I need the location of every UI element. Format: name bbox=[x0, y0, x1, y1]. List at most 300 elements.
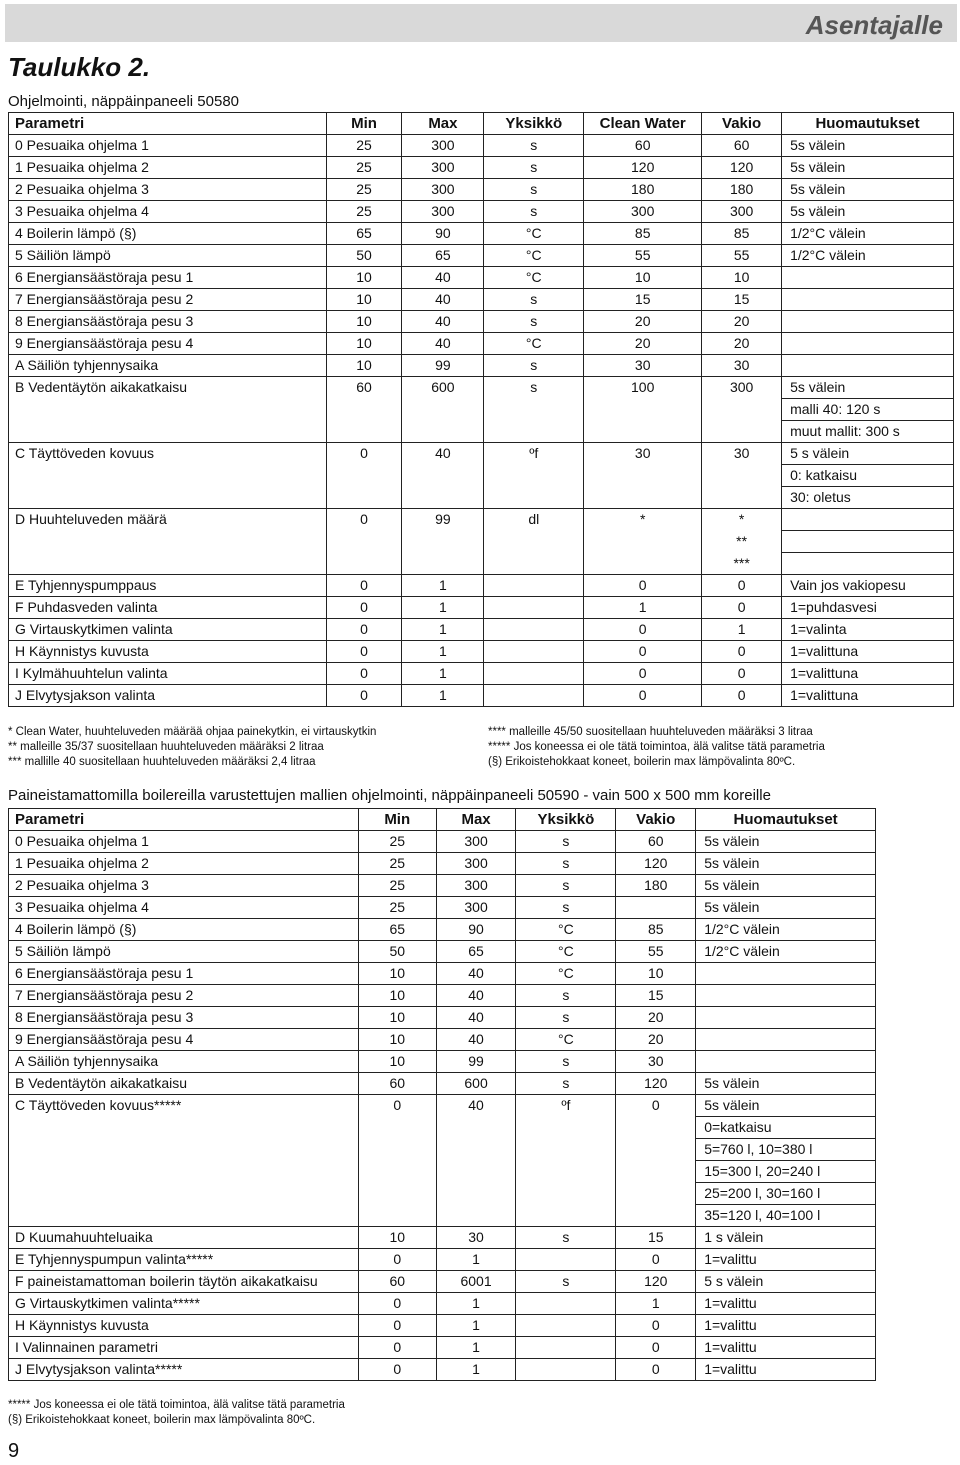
table-cell: * bbox=[584, 509, 702, 531]
table-row bbox=[9, 853, 876, 875]
table-cell bbox=[584, 465, 702, 487]
table-cell: 1 bbox=[436, 1293, 516, 1315]
table-cell: malli 40: 120 s bbox=[782, 399, 954, 421]
table-cell: 0=katkaisu bbox=[696, 1117, 876, 1139]
note-line: * Clean Water, huuhteluveden määrää ohjaa painekytkin, ei virtauskytkin bbox=[8, 726, 377, 738]
table-row bbox=[9, 1161, 876, 1183]
table-cell: 300 bbox=[702, 377, 782, 399]
table-cell: 10 bbox=[358, 985, 436, 1007]
table-cell: 10 bbox=[584, 267, 702, 289]
table-cell: 0 bbox=[584, 685, 702, 707]
table-cell: 15=300 l, 20=240 l bbox=[696, 1161, 876, 1183]
table-cell bbox=[326, 465, 402, 487]
table-cell bbox=[584, 553, 702, 575]
table-cell bbox=[326, 487, 402, 509]
table-cell: ºf bbox=[516, 1095, 616, 1117]
table-cell: 0 bbox=[702, 685, 782, 707]
table-cell: 1 bbox=[402, 641, 484, 663]
table-cell: 5s välein bbox=[696, 897, 876, 919]
table-cell: 5 Säiliön lämpö bbox=[9, 941, 359, 963]
table-cell: muut mallit: 300 s bbox=[782, 421, 954, 443]
table-cell: 1 bbox=[402, 597, 484, 619]
table-cell bbox=[584, 399, 702, 421]
table-cell: 1/2°C välein bbox=[696, 941, 876, 963]
table-row bbox=[9, 399, 954, 421]
table-cell: 1=valittu bbox=[696, 1359, 876, 1381]
table-cell bbox=[484, 465, 584, 487]
table-cell: B Vedentäytön aikakatkaisu bbox=[9, 377, 327, 399]
table-cell: s bbox=[484, 311, 584, 333]
table-cell bbox=[326, 399, 402, 421]
table-cell bbox=[402, 487, 484, 509]
table-cell: 300 bbox=[436, 831, 516, 853]
table-cell: 9 Energiansäästöraja pesu 4 bbox=[9, 333, 327, 355]
table-cell: 10 bbox=[326, 311, 402, 333]
table-cell bbox=[9, 487, 327, 509]
column-header: Yksikkö bbox=[516, 809, 616, 831]
table-cell bbox=[9, 531, 327, 553]
table-cell: s bbox=[484, 377, 584, 399]
table-cell bbox=[584, 531, 702, 553]
table-cell bbox=[702, 421, 782, 443]
table-row bbox=[9, 1095, 876, 1117]
footnote-line: (§) Erikoistehokkaat koneet, boilerin max lämpövalinta 80ºC. bbox=[8, 1414, 316, 1426]
table-cell bbox=[696, 1007, 876, 1029]
table-cell: 180 bbox=[584, 179, 702, 201]
table-cell: 20 bbox=[584, 311, 702, 333]
table-cell: 0 bbox=[358, 1293, 436, 1315]
table-cell: ** bbox=[702, 531, 782, 553]
table-cell bbox=[402, 421, 484, 443]
table-cell: F Puhdasveden valinta bbox=[9, 597, 327, 619]
table-cell: 4 Boilerin lämpö (§) bbox=[9, 223, 327, 245]
table-cell bbox=[616, 1139, 696, 1161]
table-cell bbox=[696, 1051, 876, 1073]
table-cell: 1 bbox=[702, 619, 782, 641]
table-row bbox=[9, 1029, 876, 1051]
table-row bbox=[9, 641, 954, 663]
table-cell: 55 bbox=[702, 245, 782, 267]
table-cell: 120 bbox=[616, 1073, 696, 1095]
table-cell: 300 bbox=[436, 897, 516, 919]
column-header: Min bbox=[326, 113, 402, 135]
table-cell bbox=[326, 421, 402, 443]
table-cell: s bbox=[484, 201, 584, 223]
table-cell bbox=[616, 1205, 696, 1227]
table-cell bbox=[9, 1117, 359, 1139]
table-cell: 1 bbox=[584, 597, 702, 619]
table-cell: °C bbox=[484, 245, 584, 267]
table1-subtitle: Ohjelmointi, näppäinpaneeli 50580 bbox=[8, 93, 240, 110]
table-cell bbox=[436, 1117, 516, 1139]
table-cell: 0 bbox=[616, 1337, 696, 1359]
note-line: (§) Erikoistehokkaat koneet, boilerin max lämpövalinta 80ºC. bbox=[488, 756, 796, 768]
table-cell: 35=120 l, 40=100 l bbox=[696, 1205, 876, 1227]
table-cell: 1 bbox=[402, 663, 484, 685]
table-cell: 1=valittu bbox=[696, 1249, 876, 1271]
table-cell: 5s välein bbox=[696, 875, 876, 897]
table-row bbox=[9, 223, 954, 245]
table-cell: s bbox=[516, 853, 616, 875]
table-cell: 40 bbox=[436, 1095, 516, 1117]
table-row bbox=[9, 509, 954, 531]
table-cell: 0 bbox=[584, 619, 702, 641]
table-cell bbox=[782, 289, 954, 311]
table-cell: 65 bbox=[326, 223, 402, 245]
table-cell: H Käynnistys kuvusta bbox=[9, 1315, 359, 1337]
table-cell: °C bbox=[516, 919, 616, 941]
table-cell: 2 Pesuaika ohjelma 3 bbox=[9, 179, 327, 201]
table-cell: 0 bbox=[616, 1249, 696, 1271]
table-cell: 120 bbox=[616, 1271, 696, 1293]
table-row bbox=[9, 875, 876, 897]
table-cell: ºf bbox=[484, 443, 584, 465]
table-cell: 0 bbox=[358, 1359, 436, 1381]
table-cell: 8 Energiansäästöraja pesu 3 bbox=[9, 311, 327, 333]
table-cell: 5s välein bbox=[696, 853, 876, 875]
table-cell: 0 bbox=[326, 443, 402, 465]
table-cell: 40 bbox=[402, 333, 484, 355]
table-cell: 30: oletus bbox=[782, 487, 954, 509]
table-cell: 65 bbox=[436, 941, 516, 963]
table-cell: 7 Energiansäästöraja pesu 2 bbox=[9, 289, 327, 311]
table-row bbox=[9, 831, 876, 853]
table-cell: 25 bbox=[326, 179, 402, 201]
table-cell: s bbox=[516, 897, 616, 919]
table-cell: °C bbox=[484, 223, 584, 245]
table-cell: 40 bbox=[436, 963, 516, 985]
table-cell: 15 bbox=[616, 1227, 696, 1249]
table-cell: 10 bbox=[702, 267, 782, 289]
column-header: Vakio bbox=[616, 809, 696, 831]
notes-right bbox=[488, 725, 825, 770]
table-cell: s bbox=[516, 1051, 616, 1073]
table-cell: s bbox=[484, 289, 584, 311]
table-cell: 0 bbox=[702, 597, 782, 619]
table-cell bbox=[584, 421, 702, 443]
table-cell: 25 bbox=[358, 897, 436, 919]
table-cell: 1=valinta bbox=[782, 619, 954, 641]
table-cell bbox=[484, 399, 584, 421]
table-cell bbox=[9, 553, 327, 575]
table-cell: 55 bbox=[584, 245, 702, 267]
table-cell: 25=200 l, 30=160 l bbox=[696, 1183, 876, 1205]
table-cell: A Säiliön tyhjennysaika bbox=[9, 1051, 359, 1073]
table-cell: 15 bbox=[584, 289, 702, 311]
table-cell: 180 bbox=[616, 875, 696, 897]
table-cell: 8 Energiansäästöraja pesu 3 bbox=[9, 1007, 359, 1029]
table-cell: 5s välein bbox=[696, 1095, 876, 1117]
table-cell: 3 Pesuaika ohjelma 4 bbox=[9, 897, 359, 919]
table-cell bbox=[702, 399, 782, 421]
table-cell bbox=[516, 1183, 616, 1205]
table-cell bbox=[484, 641, 584, 663]
table-cell: C Täyttöveden kovuus***** bbox=[9, 1095, 359, 1117]
table-cell: A Säiliön tyhjennysaika bbox=[9, 355, 327, 377]
table-cell: s bbox=[484, 135, 584, 157]
table-row bbox=[9, 487, 954, 509]
table-cell: 0 bbox=[702, 641, 782, 663]
table-cell bbox=[326, 531, 402, 553]
table-cell: 20 bbox=[616, 1029, 696, 1051]
table-cell: 3 Pesuaika ohjelma 4 bbox=[9, 201, 327, 223]
table-row bbox=[9, 1271, 876, 1293]
table-cell bbox=[358, 1161, 436, 1183]
table-cell: 120 bbox=[616, 853, 696, 875]
table-row bbox=[9, 1337, 876, 1359]
table-cell: 40 bbox=[402, 311, 484, 333]
table-cell bbox=[516, 1337, 616, 1359]
table-cell: 10 bbox=[358, 1029, 436, 1051]
table-cell: 1 bbox=[402, 575, 484, 597]
table-cell bbox=[516, 1293, 616, 1315]
table-cell: 5s välein bbox=[782, 377, 954, 399]
table-cell: °C bbox=[516, 963, 616, 985]
table-cell bbox=[516, 1205, 616, 1227]
table-cell: 40 bbox=[402, 443, 484, 465]
table-row bbox=[9, 1205, 876, 1227]
table-cell: *** bbox=[702, 553, 782, 575]
table-cell bbox=[358, 1139, 436, 1161]
table-cell bbox=[782, 531, 954, 553]
table-cell: D Kuumahuuhteluaika bbox=[9, 1227, 359, 1249]
table-row bbox=[9, 1073, 876, 1095]
table-cell: 40 bbox=[436, 1007, 516, 1029]
table-cell: 55 bbox=[616, 941, 696, 963]
table-cell: 600 bbox=[436, 1073, 516, 1095]
table-cell: 1 bbox=[402, 619, 484, 641]
table-row bbox=[9, 1051, 876, 1073]
table-cell bbox=[782, 267, 954, 289]
table-cell: 0 bbox=[584, 641, 702, 663]
table-row bbox=[9, 377, 954, 399]
table-cell bbox=[782, 553, 954, 575]
table-cell: 60 bbox=[358, 1271, 436, 1293]
table-cell: 9 Energiansäästöraja pesu 4 bbox=[9, 1029, 359, 1051]
footnotes bbox=[8, 1398, 345, 1428]
table-cell: 6 Energiansäästöraja pesu 1 bbox=[9, 267, 327, 289]
table-row bbox=[9, 1227, 876, 1249]
table-cell: * bbox=[702, 509, 782, 531]
table-row bbox=[9, 421, 954, 443]
table-cell bbox=[358, 1117, 436, 1139]
table-cell: 60 bbox=[616, 831, 696, 853]
table-cell: B Vedentäytön aikakatkaisu bbox=[9, 1073, 359, 1095]
table-cell bbox=[484, 597, 584, 619]
table-cell: 99 bbox=[402, 355, 484, 377]
table-row bbox=[9, 1007, 876, 1029]
page-number: 9 bbox=[8, 1440, 20, 1462]
column-header: Yksikkö bbox=[484, 113, 584, 135]
table-row bbox=[9, 1117, 876, 1139]
table-cell bbox=[616, 1161, 696, 1183]
table-cell: 5s välein bbox=[782, 179, 954, 201]
table-cell: 15 bbox=[702, 289, 782, 311]
table-row bbox=[9, 1359, 876, 1381]
table-cell: C Täyttöveden kovuus bbox=[9, 443, 327, 465]
table-cell bbox=[616, 1117, 696, 1139]
table-cell bbox=[436, 1139, 516, 1161]
table-cell bbox=[696, 985, 876, 1007]
table-cell: 0 bbox=[584, 575, 702, 597]
table-cell: 65 bbox=[402, 245, 484, 267]
table-cell bbox=[326, 553, 402, 575]
table-cell: 25 bbox=[326, 201, 402, 223]
table-cell: E Tyhjennyspumpun valinta***** bbox=[9, 1249, 359, 1271]
table-cell: 1=valittu bbox=[696, 1337, 876, 1359]
table-row bbox=[9, 1183, 876, 1205]
table-cell: 10 bbox=[326, 355, 402, 377]
table-cell: 25 bbox=[358, 831, 436, 853]
table-cell: 5 Säiliön lämpö bbox=[9, 245, 327, 267]
table-cell: 1 bbox=[436, 1315, 516, 1337]
table-cell: 1/2°C välein bbox=[696, 919, 876, 941]
table-cell: s bbox=[516, 985, 616, 1007]
column-header: Max bbox=[402, 113, 484, 135]
table-cell: J Elvytysjakson valinta bbox=[9, 685, 327, 707]
table-cell: 0 bbox=[616, 1095, 696, 1117]
table-cell: 1/2°C välein bbox=[782, 245, 954, 267]
table-row bbox=[9, 245, 954, 267]
table-cell: G Virtauskytkimen valinta***** bbox=[9, 1293, 359, 1315]
table-cell: 1 bbox=[402, 685, 484, 707]
table-cell: 0 bbox=[326, 597, 402, 619]
table-cell: 99 bbox=[402, 509, 484, 531]
table-cell bbox=[516, 1249, 616, 1271]
table-cell: °C bbox=[516, 941, 616, 963]
table-cell bbox=[484, 685, 584, 707]
table-row bbox=[9, 919, 876, 941]
table-cell: 1 bbox=[436, 1337, 516, 1359]
table-cell: 1/2°C välein bbox=[782, 223, 954, 245]
table-cell bbox=[516, 1117, 616, 1139]
table-cell: 2 Pesuaika ohjelma 3 bbox=[9, 875, 359, 897]
table-cell: 1 s välein bbox=[696, 1227, 876, 1249]
note-line: ** malleille 35/37 suositellaan huuhteluveden määräksi 2 litraa bbox=[8, 741, 324, 753]
table-cell: 5s välein bbox=[696, 1073, 876, 1095]
table-cell: 6 Energiansäästöraja pesu 1 bbox=[9, 963, 359, 985]
table-cell bbox=[484, 553, 584, 575]
table-cell: 10 bbox=[326, 333, 402, 355]
table-cell: s bbox=[516, 875, 616, 897]
column-header: Max bbox=[436, 809, 516, 831]
table-row bbox=[9, 157, 954, 179]
table-row bbox=[9, 201, 954, 223]
table-cell bbox=[9, 421, 327, 443]
table-row bbox=[9, 897, 876, 919]
table-cell: 20 bbox=[616, 1007, 696, 1029]
table-cell: H Käynnistys kuvusta bbox=[9, 641, 327, 663]
table-cell: 5 s välein bbox=[696, 1271, 876, 1293]
column-header: Vakio bbox=[702, 113, 782, 135]
table-cell bbox=[696, 1029, 876, 1051]
table-cell: 10 bbox=[326, 267, 402, 289]
header-title: Asentajalle bbox=[805, 10, 943, 40]
table-cell bbox=[358, 1183, 436, 1205]
table-cell: °C bbox=[484, 267, 584, 289]
table-cell: 50 bbox=[326, 245, 402, 267]
table-cell: 25 bbox=[326, 157, 402, 179]
table-cell: 0 Pesuaika ohjelma 1 bbox=[9, 135, 327, 157]
table-cell bbox=[516, 1161, 616, 1183]
table-cell: 85 bbox=[584, 223, 702, 245]
table-cell: s bbox=[516, 1227, 616, 1249]
table-cell bbox=[436, 1161, 516, 1183]
table-cell: 25 bbox=[358, 853, 436, 875]
table-row bbox=[9, 465, 954, 487]
table-cell: 300 bbox=[584, 201, 702, 223]
table-cell bbox=[436, 1205, 516, 1227]
table-row bbox=[9, 575, 954, 597]
table-cell bbox=[402, 465, 484, 487]
table-cell: dl bbox=[484, 509, 584, 531]
table-cell: 20 bbox=[702, 333, 782, 355]
table-cell bbox=[9, 1139, 359, 1161]
table-cell: 30 bbox=[616, 1051, 696, 1073]
table-cell: 60 bbox=[584, 135, 702, 157]
table-cell: 0 Pesuaika ohjelma 1 bbox=[9, 831, 359, 853]
column-header: Parametri bbox=[9, 113, 327, 135]
table-cell bbox=[616, 1183, 696, 1205]
table-cell: 0 bbox=[358, 1095, 436, 1117]
table-cell bbox=[782, 509, 954, 531]
table-cell: 50 bbox=[358, 941, 436, 963]
table-row bbox=[9, 179, 954, 201]
table-cell: 90 bbox=[436, 919, 516, 941]
footnote-line: ***** Jos koneessa ei ole tätä toimintoa, älä valitse tätä parametria bbox=[8, 1399, 345, 1411]
table-cell: 5s välein bbox=[782, 135, 954, 157]
table-cell: 60 bbox=[702, 135, 782, 157]
section2-title: Paineistamattomilla boilereilla varustettujen mallien ohjelmointi, näppäinpaneeli 50590 - vain 500 x 500 mm koreille bbox=[8, 787, 771, 804]
table-cell bbox=[9, 1161, 359, 1183]
parameter-table-50590 bbox=[8, 808, 876, 1381]
table-row bbox=[9, 135, 954, 157]
table-cell: 0 bbox=[358, 1315, 436, 1337]
note-line: **** malleille 45/50 suositellaan huuhteluveden määräksi 3 litraa bbox=[488, 726, 813, 738]
table-cell bbox=[702, 465, 782, 487]
table-cell bbox=[484, 487, 584, 509]
table-cell: 10 bbox=[358, 1051, 436, 1073]
table-cell: 0 bbox=[616, 1315, 696, 1337]
header-band bbox=[5, 4, 957, 42]
table-cell: 300 bbox=[402, 201, 484, 223]
table-cell bbox=[702, 487, 782, 509]
table-cell bbox=[9, 465, 327, 487]
table-cell: 85 bbox=[702, 223, 782, 245]
table-cell: 100 bbox=[584, 377, 702, 399]
table-cell: 10 bbox=[358, 1007, 436, 1029]
table-cell: 1 bbox=[436, 1249, 516, 1271]
table-cell: 0 bbox=[702, 663, 782, 685]
table-cell: 1=valittu bbox=[696, 1315, 876, 1337]
table-cell: 300 bbox=[402, 157, 484, 179]
table-cell: 1 Pesuaika ohjelma 2 bbox=[9, 853, 359, 875]
table-cell: 25 bbox=[326, 135, 402, 157]
table-cell: 120 bbox=[584, 157, 702, 179]
table-cell bbox=[358, 1205, 436, 1227]
table-cell: s bbox=[516, 1007, 616, 1029]
table-cell bbox=[484, 531, 584, 553]
table-cell: D Huuhteluveden määrä bbox=[9, 509, 327, 531]
table-cell: E Tyhjennyspumppaus bbox=[9, 575, 327, 597]
table-cell: 1=valittuna bbox=[782, 663, 954, 685]
table-cell bbox=[9, 1205, 359, 1227]
table-cell: I Kylmähuuhtelun valinta bbox=[9, 663, 327, 685]
table-cell: 99 bbox=[436, 1051, 516, 1073]
table-cell: 1 Pesuaika ohjelma 2 bbox=[9, 157, 327, 179]
column-header: Parametri bbox=[9, 809, 359, 831]
table-row bbox=[9, 941, 876, 963]
